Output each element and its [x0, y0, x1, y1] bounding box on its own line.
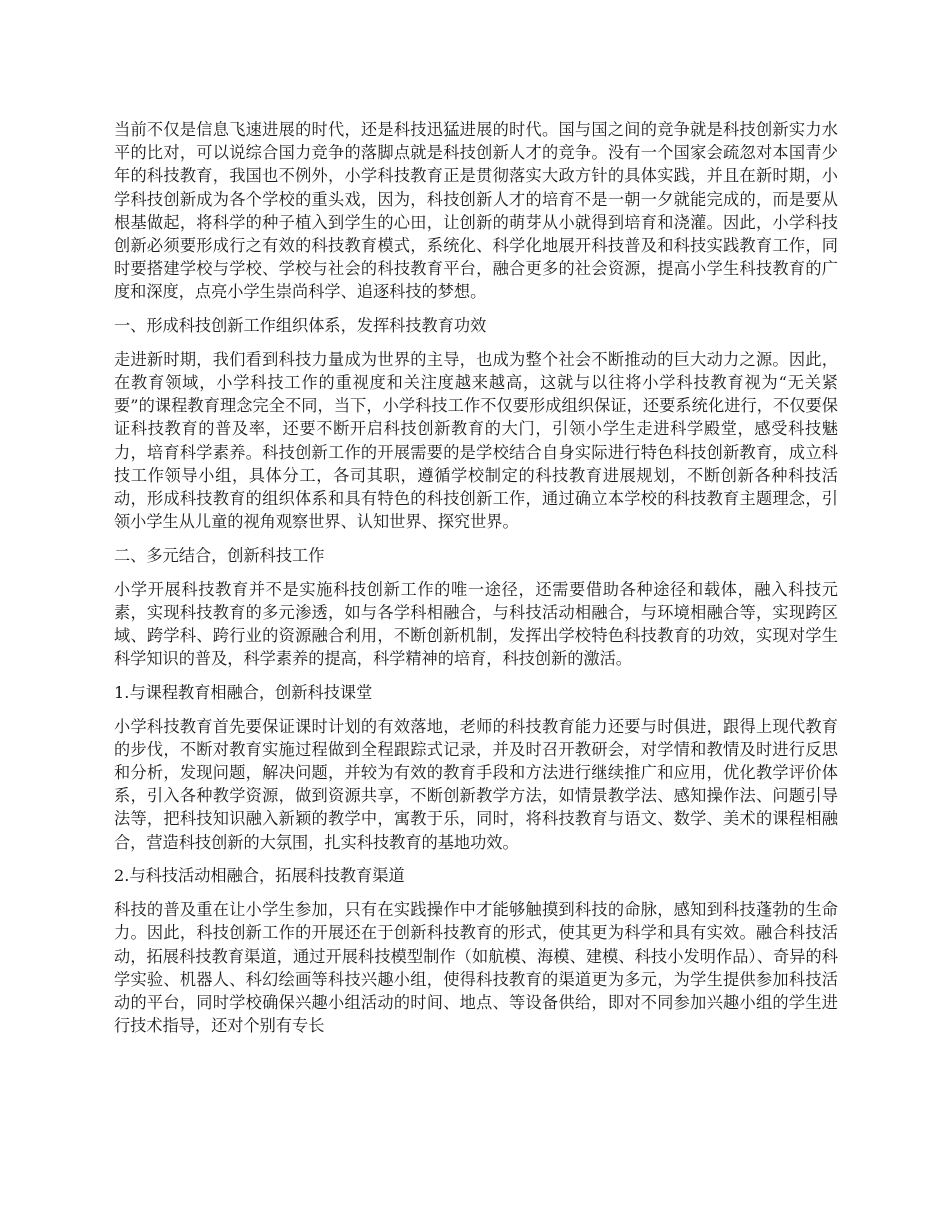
document-body [114, 118, 838, 1048]
subsection-heading-1: 1.与课程教育相融合，创新科技课堂 [114, 682, 373, 702]
subsection-2-paragraph: 科技的普及重在让小学生参加，只有在实践操作中才能够触摸到科技的命脉，感知到科技蓬勃的生命力。因此，科技创新工作的开展还在于创新科技教育的形式，使其更为科学和具有实效。融合科技活动，拓展科技教育渠道，通过开展科技模型制作（如航模、海模、建模、科技小发明作品）、奇异的科学实验、机器人、科幻绘画等科技兴趣小组，使得科技教育的渠道更为多元，为学生提供参加科技活动的平台，同时学校确保兴趣小组活动的时间、地点、等设备供给，即对不同参加兴趣小组的学生进行技术指导，还对个别有专长 [114, 900, 838, 1036]
section-heading-2: 二、多元结合，创新科技工作 [114, 545, 325, 565]
section-1-paragraph: 走进新时期，我们看到科技力量成为世界的主导，也成为整个社会不断推动的巨大动力之源。因此，在教育领域，小学科技工作的重视度和关注度越来越高，这就与以往将小学科技教育视为“无关紧要”的课程教育理念完全不同，当下，小学科技工作不仅要形成组织保证，还要系统化进行，不仅要保证科技教育的普及率，还要不断开启科技创新教育的大门，引领小学生走进科学殿堂，感受科技魅力，培育科学素养。科技创新工作的开展需要的是学校结合自身实际进行特色科技创新教育，成立科技工作领导小组，具体分工，各司其职，遵循学校制定的科技教育进展规划，不断创新各种科技活动，形成科技教育的组织体系和具有特色的科技创新工作，通过确立本学校的科技教育主题理念，引领小学生从儿童的视角观察世界、认知世界、探究世界。 [114, 349, 838, 532]
section-heading-1: 一、形成科技创新工作组织体系，发挥科技教育功效 [114, 316, 487, 336]
subsection-1-paragraph: 小学科技教育首先要保证课时计划的有效落地，老师的科技教育能力还要与时俱进，跟得上现代教育的步伐，不断对教育实施过程做到全程跟踪式记录，并及时召开教研会，对学情和教情及时进行反思和分析，发现问题，解决问题，并较为有效的教育手段和方法进行继续推广和应用，优化教学评价体系，引入各种教学资源，做到资源共享，不断创新教学方法，如情景教学法、感知操作法、问题引导法等，把科技知识融入新颖的教学中，寓教于乐，同时，将科技教育与语文、数学、美术的课程相融合，营造科技创新的大氛围，扎实科技教育的基地功效。 [114, 716, 838, 852]
subsection-heading-2: 2.与科技活动相融合，拓展科技教育渠道 [114, 866, 405, 886]
section-2-paragraph: 小学开展科技教育并不是实施科技创新工作的唯一途径，还需要借助各种途径和载体，融入科技元素，实现科技教育的多元渗透，如与各学科相融合，与科技活动相融合，与环境相融合等，实现跨区域、跨学科、跨行业的资源融合利用，不断创新机制，发挥出学校特色科技教育的功效，实现对学生科学知识的普及，科学素养的提高，科学精神的培育，科技创新的激活。 [114, 579, 838, 669]
intro-paragraph: 当前不仅是信息飞速进展的时代，还是科技迅猛进展的时代。国与国之间的竞争就是科技创新实力水平的比对，可以说综合国力竞争的落脚点就是科技创新人才的竞争。没有一个国家会疏忽对本国青少年的科技教育，我国也不例外，小学科技教育正是贯彻落实大政方针的具体实践，并且在新时期，小学科技创新成为各个学校的重头戏，因为，科技创新人才的培育不是一朝一夕就能完成的，而是要从根基做起，将科学的种子植入到学生的心田，让创新的萌芽从小就得到培育和浇灌。因此，小学科技创新必须要形成行之有效的科技教育模式，系统化、科学化地展开科技普及和科技实践教育工作，同时要搭建学校与学校、学校与社会的科技教育平台，融合更多的社会资源，提高小学生科技教育的广度和深度，点亮小学生崇尚科学、追逐科技的梦想。 [114, 120, 838, 302]
